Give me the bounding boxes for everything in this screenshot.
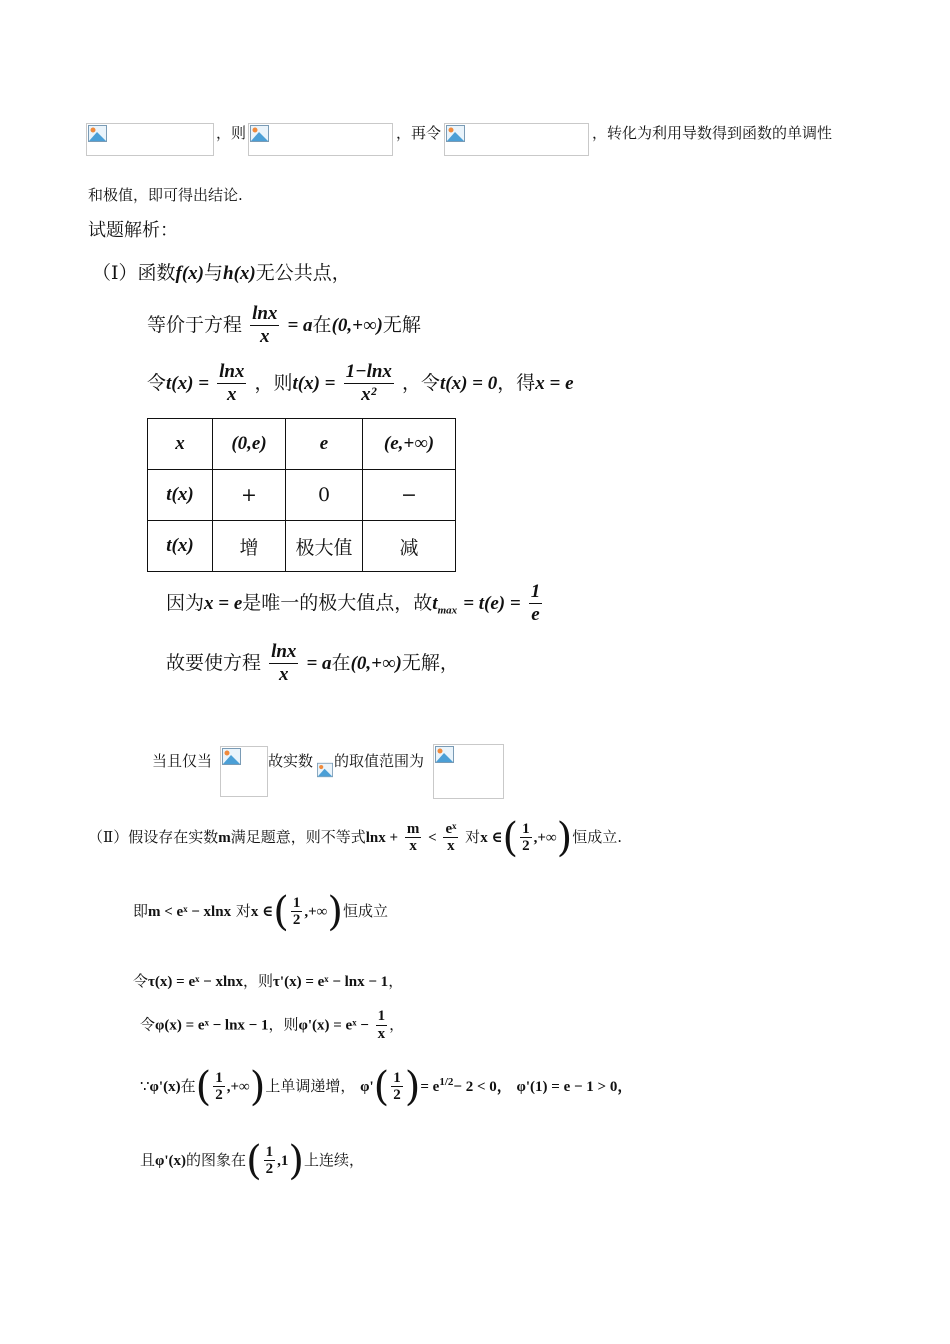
part2-line6: 且φ'(x)的图象在( $\frac{1}{2}$ ,1)上连续， <box>140 1138 365 1184</box>
line1-sep1: ，则 <box>216 124 247 142</box>
table-row: t(x) 增 极大值 减 <box>148 521 456 572</box>
formula-image-3 <box>444 123 589 156</box>
line1-sep3: ，转化为利用导数得到函数的单调性 <box>592 124 833 142</box>
monotonicity-table <box>147 418 456 572</box>
formula-image-1 <box>86 123 214 156</box>
part1-so: 故要使方程 $\frac{\ln x}{x}$ = a在(0,+∞)无解， <box>166 641 459 685</box>
only-when-text: 当且仅当 <box>152 752 213 770</box>
part1-equation: 等价于方程 $\frac{\ln x}{x}$ = a在(0,+∞)无解 <box>147 303 421 347</box>
broken-image-icon <box>88 125 107 142</box>
part2-line4: 令φ(x) = eˣ − lnx − 1，则φ'(x) = eˣ − $\frac{1}{x}$ ， <box>140 1008 405 1042</box>
range-of-text: 的取值范围为 <box>334 752 425 770</box>
table-row: x (0,e) e (e,+∞) <box>148 419 456 470</box>
broken-image-icon <box>250 125 269 142</box>
part2-line1: （Ⅱ）假设存在实数m满足题意，则不等式lnx + $\frac{m}{x}$ < $\frac{\text{eˣ}}{x}$ 对x ∈( $\frac{1}{2}$ ,+∞)恒成立. <box>88 815 623 861</box>
part1-let-line: 令t(x) = $\frac{\ln x}{x}$ ，则t(x) = $\frac{1-\ln x}{\text{x²}}$ ，令t(x) = 0，得x = e <box>147 361 574 405</box>
broken-image-icon <box>222 748 241 765</box>
part2-line2: 即m < eˣ − xlnx 对x ∈( $\frac{1}{2}$ ,+∞)恒成立 <box>133 889 388 935</box>
so-real-text: 故实数 <box>268 752 314 770</box>
formula-image-4 <box>220 746 268 797</box>
solution-title: 试题解析： <box>88 220 178 241</box>
broken-image-icon <box>435 746 454 763</box>
broken-image-icon <box>317 762 333 778</box>
formula-image-2 <box>248 123 393 156</box>
part2-line3: 令τ(x) = eˣ − xlnx，则τ'(x) = eˣ − lnx − 1， <box>133 972 404 990</box>
formula-image-5 <box>433 744 504 799</box>
broken-image-icon <box>446 125 465 142</box>
table-row: t(x) + 0 − <box>148 470 456 521</box>
part1-because: 因为x = e是唯一的极大值点，故$t_{max} = t(e)$ = $\frac{1}{e}$ <box>166 581 541 625</box>
part2-line5: ∵φ'(x)在( $\frac{1}{2}$ ,+∞)上单调递增， φ'( $\frac{1}{2}$ )= $e^{1/2}- 2 < 0$， φ'(1) = e − 1 > 0， <box>140 1064 633 1110</box>
line2-text: 和极值，即可得出结论. <box>88 186 243 204</box>
line1-sep2: ，再令 <box>396 124 442 142</box>
part1-intro: （Ⅰ）函数f(x)与h(x)无公共点， <box>92 262 351 284</box>
